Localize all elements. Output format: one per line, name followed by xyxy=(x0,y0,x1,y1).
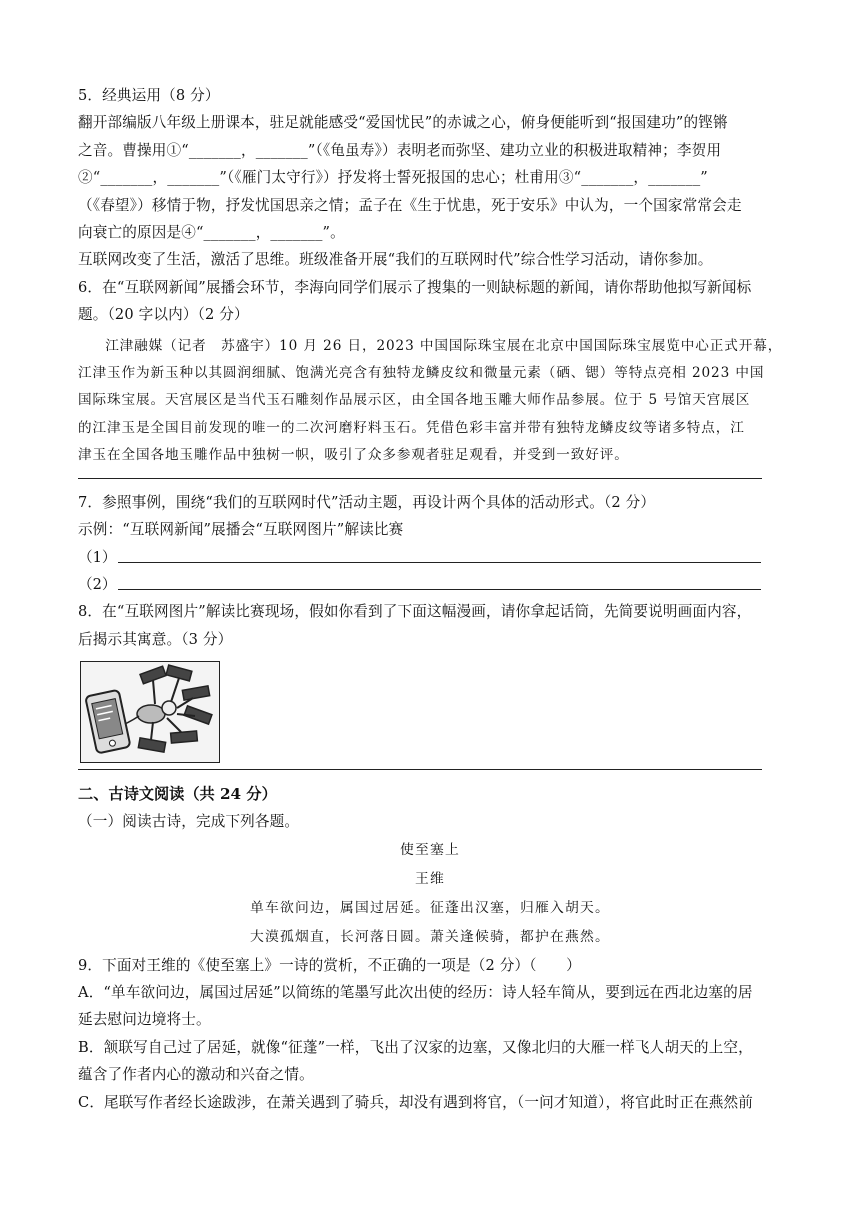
poem-author: 王维 xyxy=(415,870,445,887)
q9-option-c: C．尾联写作者经长途跋涉，在萧关遇到了骑兵，却没有遇到将官，（一问才知道），将官此时正在燕然前 xyxy=(78,1093,753,1111)
poem-title: 使至塞上 xyxy=(400,841,460,858)
q9-option-a: A．“单车欲问边，属国过居延”以简练的笔墨写此次出使的经历：诗人轻车简从，要到远在西北边塞的居 xyxy=(78,983,753,1001)
q9-title: 9．下面对王维的《使至塞上》一诗的赏析，不正确的一项是（2 分）（ ） xyxy=(78,956,581,974)
q7-blank-label: （1） xyxy=(78,548,117,566)
exam-page xyxy=(78,82,782,1116)
q8-line: 8．在“互联网图片”解读比赛现场，假如你看到了下面这幅漫画，请你拿起话筒，先简要说明画面内容， xyxy=(78,603,752,621)
news-line: 的江津玉是全国目前发现的唯一的二次河磨籽料玉石。凭借色彩丰富并带有独特龙鳞皮纹等诸多特点，江 xyxy=(78,419,745,436)
q7-answer-1[interactable] xyxy=(78,544,782,571)
q5-line: 之音。曹操用①“_______，_______”（《龟虽寿》）表明老而弥坚、建功立业的积极进取精神；李贺用 xyxy=(78,141,722,159)
q5-line: ②“_______，_______”（《雁门太守行》）抒发将士誓死报国的忠心；杜甫用③“_______，_______” xyxy=(78,169,708,187)
q5-line: 向衰亡的原因是④“_______，_______”。 xyxy=(78,224,345,242)
q7-title: 7．参照事例，围绕“我们的互联网时代”活动主题，再设计两个具体的活动形式。（2 分） xyxy=(78,493,656,511)
q9-option-b: 蕴含了作者内心的激动和兴奋之情。 xyxy=(78,1066,314,1084)
news-line: 津玉在全国各地玉雕作品中独树一帜，吸引了众多参观者驻足观看，并受到一致好评。 xyxy=(78,447,629,464)
cartoon-image xyxy=(80,661,220,763)
q5-line: 翻开部编版八年级上册课本，驻足就能感受“爱国忧民”的赤诚之心，俯身便能听到“报国建功”的铿锵 xyxy=(78,114,728,132)
answer-line[interactable] xyxy=(118,589,761,590)
q8-answer-line[interactable] xyxy=(78,769,762,770)
q6-answer-line[interactable] xyxy=(78,478,762,479)
poem-line: 单车欲问边，属国过居延。征蓬出汉塞，归雁入胡天。 xyxy=(250,899,610,916)
poem-line: 大漠孤烟直，长河落日圆。萧关逢候骑，都护在燕然。 xyxy=(250,928,610,945)
q7-blank-label: （2） xyxy=(78,575,117,593)
news-line: 江津融媒（记者 苏盛宇）10 月 26 日，2023 中国国际珠宝展在北京中国国际珠宝展览中心正式开幕， xyxy=(105,337,783,354)
answer-line[interactable] xyxy=(118,562,761,563)
q6-line: 6．在“互联网新闻”展播会环节，李海向同学们展示了搜集的一则缺标题的新闻，请你帮助他拟写新闻标 xyxy=(78,278,752,296)
q5-line: （《春望》）移情于物，抒发忧国思亲之情；孟子在《生于忧患，死于安乐》中认为，一个国家常常会走 xyxy=(78,196,742,214)
cartoon-drawing xyxy=(81,662,219,762)
section-subtitle: （一）阅读古诗，完成下列各题。 xyxy=(78,813,300,831)
q5-title: 5．经典运用（8 分） xyxy=(78,87,220,104)
section-title: 二、古诗文阅读（共 24 分） xyxy=(78,785,277,804)
activity-intro: 互联网改变了生活，激活了思维。班级准备开展“我们的互联网时代”综合性学习活动，请你参加。 xyxy=(78,251,713,269)
news-line: 国际珠宝展。天宫展区是当代玉石雕刻作品展示区，由全国各地玉雕大师作品参展。位于 5 号馆天宫展区 xyxy=(78,392,751,409)
q6-line: 题。（20 字以内）（2 分） xyxy=(78,306,249,324)
news-line: 江津玉作为新玉种以其圆润细腻、饱满光亮含有独特龙鳞皮纹和微量元素（硒、锶）等特点亮相 2023 中国 xyxy=(78,365,765,382)
q9-option-a: 延去慰问边境将士。 xyxy=(78,1011,211,1029)
q7-answer-2[interactable] xyxy=(78,571,782,598)
q8-line: 后揭示其寓意。（3 分） xyxy=(78,630,233,648)
q7-example: 示例：“互联网新闻”展播会“互联网图片”解读比赛 xyxy=(78,521,404,539)
q9-option-b: B．颔联写自己过了居延，就像“征蓬”一样，飞出了汉家的边塞，又像北归的大雁一样飞人胡天的上空， xyxy=(78,1038,753,1056)
